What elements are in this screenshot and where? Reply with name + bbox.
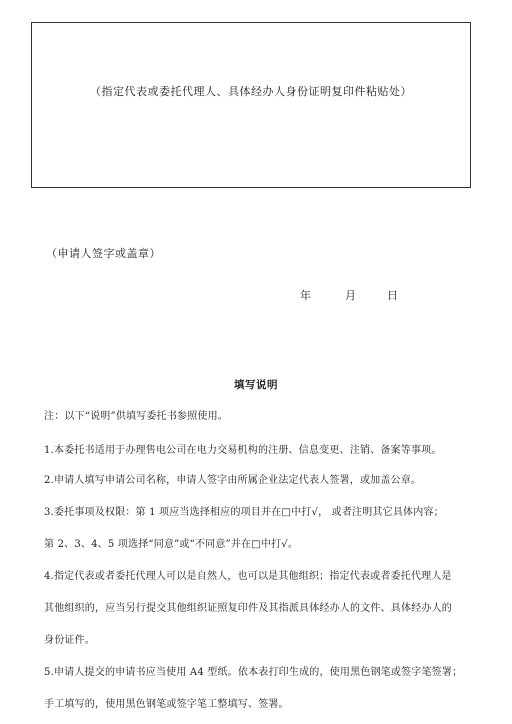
instruction-line: 4.指定代表或者委托代理人可以是自然人，也可以是其他组织；指定代表或者委托代理人是 — [44, 571, 452, 582]
instruction-line: 1.本委托书适用于办理售电公司在电力交易机构的注册、信息变更、注销、备案等事项。 — [44, 445, 442, 456]
id-copy-paste-area — [31, 22, 471, 188]
applicant-signature-label: （申请人签字或盖章） — [46, 247, 161, 260]
date-day-label: 日 — [387, 289, 398, 302]
instruction-line: 其他组织的，应当另行提交其他组织证照复印件及其指派具体经办人的文件、具体经办人的 — [44, 603, 452, 614]
instruction-line: 3.委托事项及权限：第 1 项应当选择相应的项目并在□中打√， 或者注明其它具体内容； — [44, 507, 444, 518]
instruction-line: 身份证件。 — [44, 635, 95, 646]
date-month-label: 月 — [345, 289, 356, 302]
instructions-title: 填写说明 — [234, 379, 278, 391]
instructions-note: 注：以下“说明”供填写委托书参照使用。 — [44, 411, 229, 422]
instruction-line: 第 2、3、4、5 项选择“同意”或“不同意”并在□中打√。 — [44, 539, 299, 550]
paste-area-label: （指定代表或委托代理人、具体经办人身份证明复印件粘贴处） — [90, 85, 412, 98]
instruction-line: 2.申请人填写申请公司名称，申请人签字由所属企业法定代表人签署，或加盖公章。 — [44, 475, 422, 486]
date-year-label: 年 — [300, 289, 311, 302]
instruction-line: 手工填写的，使用黑色钢笔或签字笔工整填写、签署。 — [44, 699, 289, 710]
instruction-line: 5.申请人提交的申请书应当使用 A4 型纸。依本表打印生成的，使用黑色钢笔或签字笔签署； — [44, 667, 463, 678]
